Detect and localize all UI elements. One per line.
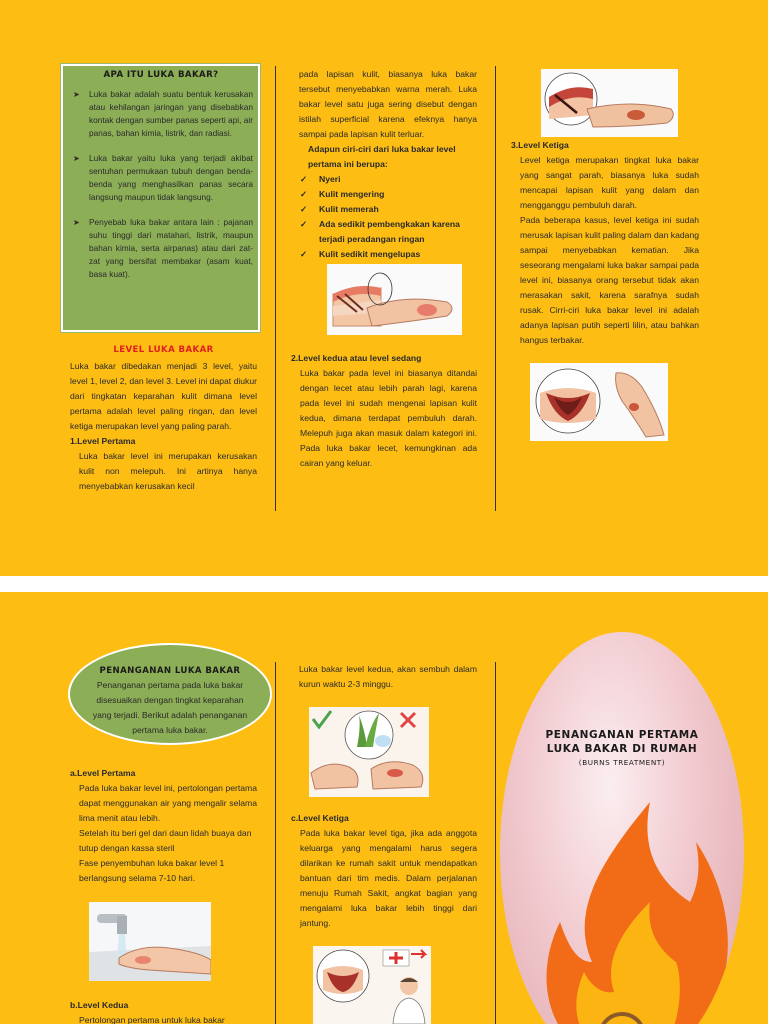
check-icon: ✓ [300,204,308,214]
check-icon: ✓ [300,249,308,259]
arrow-bullet-icon: ➤ [73,154,80,163]
treatment-level2-text: Pertolongan pertama untuk luka bakar [79,1015,225,1024]
treatment-level2-continued [299,662,477,692]
arrow-bullet-icon: ➤ [73,90,80,99]
treatment-level3 [291,811,477,931]
box-bullet: ➤ Penyebab luka bakar antara lain : pajanan suhu tinggi dari matahari, listrik, maupun bahan kimia, serta airpanas) atau dari zat-zat yang bersifat membakar (asam kuat, basa kuat). [73,217,253,279]
treatment-level2-heading: b.Level Kedua [70,1000,129,1010]
treatment-title: PENANGANAN LUKA BAKAR [99,666,241,676]
level-section-title: LEVEL LUKA BAKAR [113,345,214,355]
level-section [70,345,257,494]
brochure-page-2 [0,592,768,1024]
check-icon: ✓ [300,174,308,184]
checklist-item: ✓ Nyeri [299,172,477,187]
level1-burn-illustration [327,264,462,335]
treatment-level3-heading: c.Level Ketiga [291,813,349,823]
level3-text-2: Pada beberapa kasus, level ketiga ini sudah merusak lapisan kulit paling dalam dan kadang sampai menyebabkan kematian. Jika seseorang mengalami luka bakar sampai pada level ini, biasanya orang tersebut tidak akan merasakan sakit, karena sarafnya sudah rusak. Cirri-ciri luka bakar level ini adalah adanya lapisan putih seperti lilin, atau bahkan hangus terbakar. [520,215,699,345]
level1-characteristics-intro: Adapun ciri-ciri dari luka bakar level pertama ini berupa: [308,144,456,169]
green-info-box [61,64,260,332]
box-bullet-list [69,88,253,281]
level1-heading: 1.Level Pertama [70,436,136,446]
column-divider [495,66,496,511]
flame-logo [500,632,744,1024]
treatment-level1-text-1: Pada luka bakar level ini, pertolongan pertama dapat menggunakan air yang mengalir selama lima menit atau lebih. [79,783,257,823]
treatment-level1 [70,766,257,886]
treatment-level3-text: Pada luka bakar level tiga, jika ada anggota keluarga yang mengalami harus segera dilarikan ke rumah sakit untuk mendapatkan bantuan dari tim medis. Dalam perjalanan menuju Rumah Sakit, angkat bagian yang mengalami luka bakar lebih tinggi dari jantung. [300,828,477,928]
level2-heading: 2.Level kedua atau level sedang [291,353,422,363]
level3-section [511,138,699,348]
treatment-level2-continued-text: Luka bakar level kedua, akan sembuh dalam kurun waktu 2-3 minggu. [299,664,477,689]
level3-text-1: Level ketiga merupakan tingkat luka bakar yang sangat parah, biasanya luka sudah mencapai lapisan kulit yang dalam dan mengganggu pembuluh darah. [520,155,699,210]
level2-text: Luka bakar pada level ini biasanya ditandai dengan lecet atau lebih parah lagi, karena pada level ini sudah mengenai lapisan kulit kedua, dimana terdapat pembuluh darah. Melepuh juga akan masuk dalam kategori ini. Pada luka bakar lecet, kemungkinan ada cairan yang keluar. [300,368,477,468]
checklist-item: ✓ Ada sedikit pembengkakan karena terjadi peradangan ringan [300,219,460,244]
check-icon: ✓ [300,189,308,199]
level-intro-text: Luka bakar dibedakan menjadi 3 level, yaitu level 1, level 2, dan level 3. Level ini dapat diukur dari tingkatan keparahan kulit dimana level pertama adalah level paling ringan, dan level ketiga merupakan level yang paling parah. [70,361,257,431]
hospital-doctor-illustration [313,946,431,1024]
level3-heading: 3.Level Ketiga [511,140,569,150]
arrow-bullet-icon: ➤ [73,218,80,227]
box-title: APA ITU LUKA BAKAR? [103,70,219,80]
cover-subtitle: (BURNS TREATMENT) [578,758,666,767]
level3-burn-illustration-top [541,69,678,137]
treatment-level1-text-3: Fase penyembuhan luka bakar level 1 berlangsung selama 7-10 hari. [79,858,225,883]
check-icon: ✓ [300,219,308,229]
checklist-item: ✓ Kulit sedikit mengelupas [299,247,477,262]
level2-section [291,351,477,471]
checklist-item: ✓ Kulit memerah [299,202,477,217]
level3-burn-illustration-bottom [530,363,668,441]
level1-checklist [299,172,477,262]
box-bullet: ➤ Luka bakar adalah suatu bentuk kerusakan atau kehilangan jaringan yang disebabkan kontak dengan sumber panas seperti api, air panas, bahan kimia, listrik, dan radiasi. [73,89,253,138]
running-water-illustration [89,902,211,981]
cover-title-line1: PENANGANAN PERTAMA [545,729,699,741]
treatment-oval [68,643,272,745]
checklist-item: ✓ Kulit mengering [299,187,477,202]
treatment-level2 [70,998,257,1024]
cover-egg [500,632,744,1024]
level1-text: Luka bakar level ini merupakan kerusakan kulit non melepuh. Ini artinya hanya menyebabkan kerusakan kecil [79,451,257,491]
column-divider [275,66,276,511]
level1-continued [299,67,477,262]
treatment-level1-text-2: Setelah itu beri gel dari daun lidah buaya dan tutup dengan kassa steril [79,828,252,853]
box-bullet: ➤ Luka bakar yaitu luka yang terjadi akibat sentuhan permukaan tubuh dengan benda-benda yang menghasilkan panas secara langsung maupun tidak langsung. [73,153,253,202]
aloe-gel-illustration [309,707,429,797]
column-divider [275,662,276,1024]
treatment-level1-heading: a.Level Pertama [70,768,136,778]
treatment-intro: Penanganan pertama pada luka bakar disesuaikan dengan tingkat keparahan yang terjadi. Berikut adalah penanganan pertama luka bakar. [92,680,248,735]
level1-continued-text: pada lapisan kulit, biasanya luka bakar tersebut menyebabkan warna merah. Luka bakar level satu juga sering disebut dengan istilah superficial karena efeknya hanya sampai pada lapisan kulit terluar. [299,69,477,139]
cover-title-line2: LUKA BAKAR DI RUMAH [546,743,698,755]
column-divider [495,662,496,1024]
